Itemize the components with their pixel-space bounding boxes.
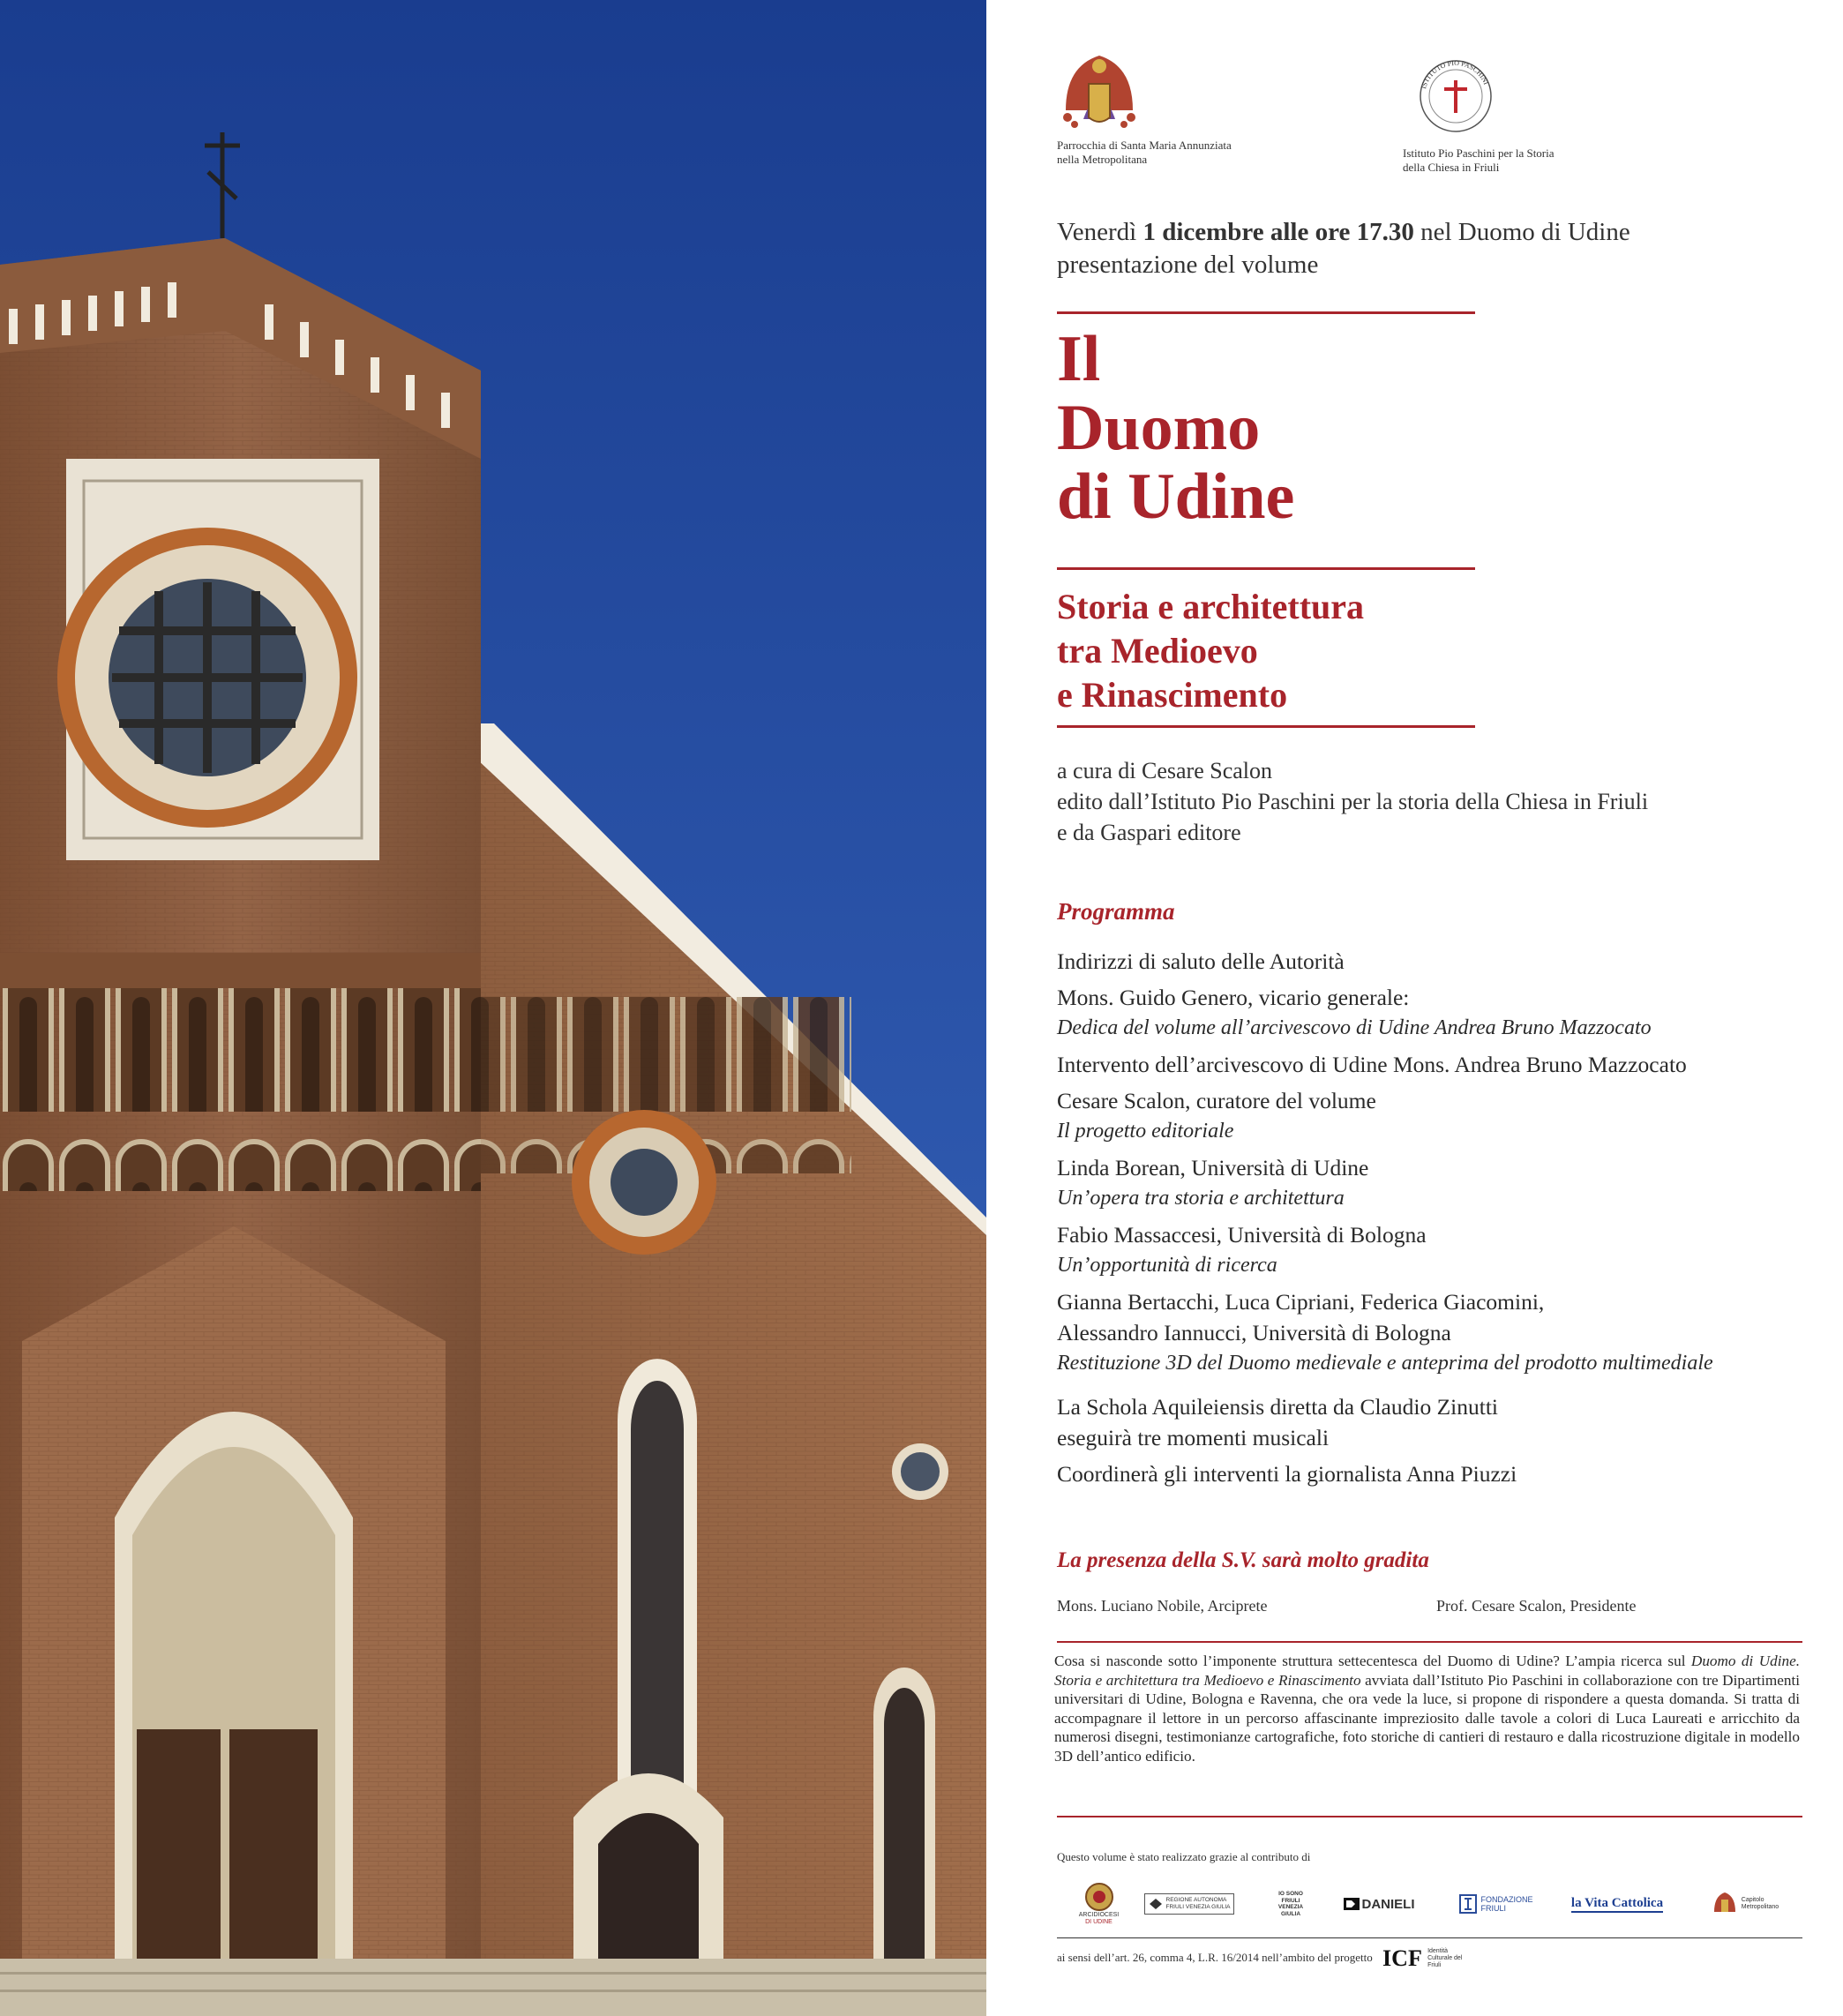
fondazione-mark-icon (1459, 1894, 1477, 1914)
program-item (1057, 1049, 1816, 1080)
program-item (1057, 1391, 1816, 1453)
book-subtitle-line2: tra Medioevo (1057, 631, 1258, 671)
description-rule-top (1057, 1641, 1802, 1643)
event-announcement (1057, 216, 1807, 281)
book-subtitle-line1: Storia e architettura (1057, 587, 1365, 626)
sponsor-label: DANIELI (1361, 1896, 1415, 1912)
danieli-mark-icon (1344, 1898, 1360, 1910)
institute-ring-text: ISTITUTO PIO PASCHINI (1420, 58, 1491, 90)
program-item-text: eseguirà tre momenti musicali (1057, 1425, 1330, 1450)
program-item-text: Linda Borean, Università di Udine (1057, 1155, 1369, 1180)
program-item (1057, 1286, 1816, 1379)
program-item (1057, 1458, 1816, 1489)
program-item (1057, 946, 1816, 977)
program-item-text: La Schola Aquileiensis diretta da Claudio Zinutti (1057, 1394, 1498, 1420)
sponsor-label: IO SONO FRIULI VENEZIA GIULIA (1277, 1891, 1304, 1917)
program-item (1057, 1219, 1816, 1281)
program-item (1057, 1152, 1816, 1214)
title-rule-middle (1057, 567, 1475, 570)
program-item (1057, 982, 1816, 1044)
sponsor-label: ARCIDIOCESI DI UDINE (1078, 1912, 1120, 1925)
sponsor-io-sono-fvg (1251, 1872, 1330, 1936)
sponsor-logos (1057, 1872, 1802, 1936)
event-day: Venerdì (1057, 218, 1137, 246)
event-place: nel Duomo di Udine (1420, 218, 1630, 246)
footer-note (1057, 1945, 1463, 1972)
sponsor-label: REGIONE AUTONOMA FRIULI VENEZIA GIULIA (1165, 1897, 1231, 1910)
description-book-title: Duomo di Udine. Storia e architettura tra Medioevo e Rinascimento (1054, 1653, 1800, 1689)
book-subtitle (1057, 585, 1364, 717)
program-item-topic: Il progetto editoriale (1057, 1120, 1234, 1143)
sponsor-vita-cattolica (1564, 1872, 1670, 1936)
parish-coat-of-arms-icon (1057, 49, 1142, 130)
footer-text: ai sensi dell’art. 26, comma 4, L.R. 16/2014 nell’ambito del progetto (1057, 1950, 1373, 1964)
sponsor-arcidiocesi (1057, 1872, 1141, 1936)
signature-right: Prof. Cesare Scalon, Presidente (1436, 1597, 1637, 1615)
program-item-text: Gianna Bertacchi, Luca Cipriani, Federica Giacomini, (1057, 1289, 1545, 1315)
capitolo-crest-icon (1712, 1891, 1738, 1917)
book-description (1054, 1652, 1800, 1766)
event-line2: presentazione del volume (1057, 251, 1319, 279)
program-item-text: Cesare Scalon, curatore del volume (1057, 1088, 1376, 1113)
sponsor-rule (1057, 1937, 1802, 1938)
parish-caption-line1: Parrocchia di Santa Maria Annunziata (1057, 139, 1232, 152)
signature-left: Mons. Luciano Nobile, Arciprete (1057, 1597, 1268, 1615)
credit-line2: edito dall’Istituto Pio Paschini per la storia della Chiesa in Friuli (1057, 789, 1649, 814)
book-subtitle-line3: e Rinascimento (1057, 675, 1288, 715)
title-rule-bottom (1057, 725, 1475, 728)
sponsor-label: la Vita Cattolica (1571, 1896, 1663, 1913)
credit-line3: e da Gaspari editore (1057, 820, 1241, 845)
contributors-label: Questo volume è stato realizzato grazie al contributo di (1057, 1850, 1311, 1863)
icf-subtitle: Identità Culturale del Friuli (1427, 1948, 1463, 1968)
credit-line1: a cura di Cesare Scalon (1057, 758, 1273, 783)
eagle-icon (1149, 1897, 1163, 1911)
institute-caption-line1: Istituto Pio Paschini per la Storia (1403, 146, 1555, 160)
parish-caption-line2: nella Metropolitana (1057, 153, 1148, 166)
program-item-text: Indirizzi di saluto delle Autorità (1057, 948, 1345, 974)
event-date: 1 dicembre alle ore 17.30 (1143, 218, 1414, 246)
program-item-text: Mons. Guido Genero, vicario generale: (1057, 985, 1410, 1010)
sponsor-capitolo (1688, 1872, 1802, 1936)
program-item-topic: Un’opportunità di ricerca (1057, 1254, 1277, 1277)
description-part2: avviata dall’Istituto Pio Paschini in collaborazione con tre Dipartimenti universitari di Udine, Bologna e Ravenna, che ora vede la luce, si propone di rispondere a questa domanda. Si tratta di accompagnare il lettore in un percorso affascinante impreziosito dalle tavole a colori di Luca Laureati e arricchito da numerosi disegni, testimonianze cartografiche, foto storiche di cantieri di restauro e dalla ricostruzione digitale in modello 3D dell’antico edificio. (1054, 1671, 1800, 1765)
program-item-text: Alessandro Iannucci, Università di Bologna (1057, 1320, 1451, 1345)
program-item-text: Fabio Massaccesi, Università di Bologna (1057, 1222, 1427, 1248)
book-title-line2: Duomo (1057, 392, 1261, 464)
institute-seal-icon (1398, 58, 1513, 134)
program-item (1057, 1085, 1816, 1147)
description-rule-bottom (1057, 1816, 1802, 1817)
book-credits (1057, 755, 1648, 848)
program-item-topic: Dedica del volume all’arcivescovo di Udine Andrea Bruno Mazzocato (1057, 1016, 1652, 1039)
institute-logo-block (1398, 58, 1555, 175)
arcidiocesi-crest-icon (1084, 1882, 1114, 1912)
icf-logo: ICF (1382, 1945, 1422, 1971)
book-title-line1: Il (1057, 323, 1101, 395)
sponsor-fondazione-friuli (1435, 1872, 1558, 1936)
institute-caption-line2: della Chiesa in Friuli (1403, 161, 1500, 174)
program-item-topic: Restituzione 3D del Duomo medievale e anteprima del prodotto multimediale (1057, 1352, 1713, 1375)
description-part1: Cosa si nasconde sotto l’imponente struttura settecentesca del Duomo di Udine? L’ampia ricerca sul (1054, 1653, 1691, 1669)
sponsor-danieli (1330, 1872, 1427, 1936)
program-item-text: Coordinerà gli interventi la giornalista Anna Piuzzi (1057, 1461, 1517, 1487)
program-list (1057, 946, 1816, 1495)
title-rule-top (1057, 311, 1475, 314)
program-item-topic: Un’opera tra storia e architettura (1057, 1187, 1345, 1210)
sponsor-label: FONDAZIONE FRIULI (1480, 1895, 1533, 1913)
program-heading: Programma (1057, 898, 1175, 925)
book-title-line3: di Udine (1057, 461, 1295, 533)
invitation-note: La presenza della S.V. sarà molto gradita (1057, 1548, 1429, 1572)
sponsor-regione (1132, 1872, 1247, 1936)
book-title (1057, 325, 1294, 531)
program-item-text: Intervento dell’arcivescovo di Udine Mons. Andrea Bruno Mazzocato (1057, 1052, 1687, 1077)
parish-logo-block (1057, 49, 1232, 167)
sponsor-label: Capitolo Metropolitano (1741, 1897, 1779, 1910)
